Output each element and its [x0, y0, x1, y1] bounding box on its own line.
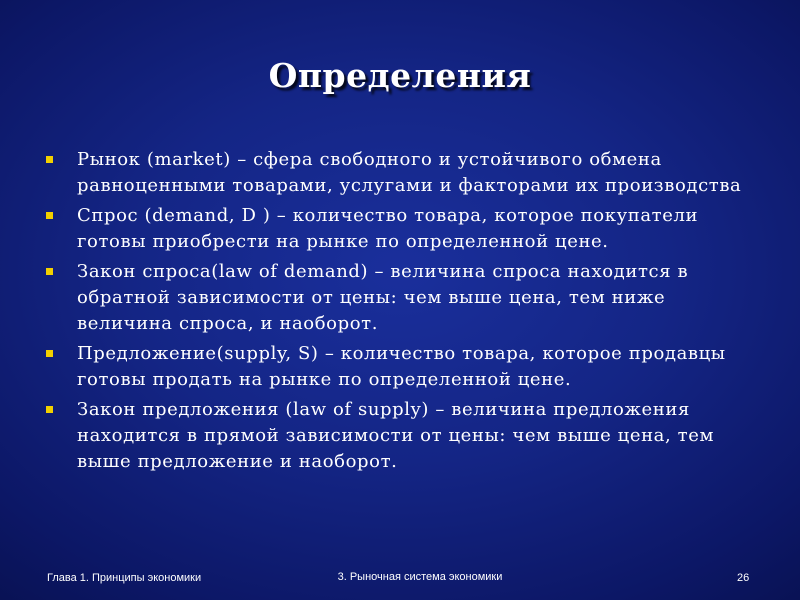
square-bullet-icon: [46, 268, 53, 275]
footer-section: 3. Рыночная система экономики: [337, 571, 503, 583]
bullet-text: Предложение(supply, S) – количество товара, которое продавцы готовы продать на рынке по определенной цене.: [77, 343, 726, 390]
bullet-text: Закон спроса(law of demand) – величина спроса находится в обратной зависимости от цены: чем выше цена, тем ниже величина спроса, и наоборот.: [77, 261, 689, 334]
square-bullet-icon: [46, 212, 53, 219]
bullet-item: [44, 341, 764, 393]
bullet-item: [44, 147, 764, 199]
square-bullet-icon: [46, 156, 53, 163]
footer-chapter: Глава 1. Принципы экономики: [47, 572, 202, 584]
bullet-text: Рынок (market) – сфера свободного и устойчивого обмена равноценными товарами, услугами и факторами их производства: [77, 149, 742, 196]
slide-title: Определения: [268, 56, 532, 95]
bullet-item: [44, 259, 764, 337]
bullet-text: Спрос (demand, D ) – количество товара, которое покупатели готовы приобрести на рынке по определенной цене.: [77, 205, 699, 252]
square-bullet-icon: [46, 350, 53, 357]
page-number: 26: [737, 572, 750, 584]
bullet-text: Закон предложения (law of supply) – величина предложения находится в прямой зависимости от цены: чем выше цена, тем выше предложение и наоборот.: [77, 399, 715, 472]
bullet-list: [44, 147, 764, 479]
square-bullet-icon: [46, 406, 53, 413]
bullet-item: [44, 203, 764, 255]
bullet-item: [44, 397, 764, 475]
